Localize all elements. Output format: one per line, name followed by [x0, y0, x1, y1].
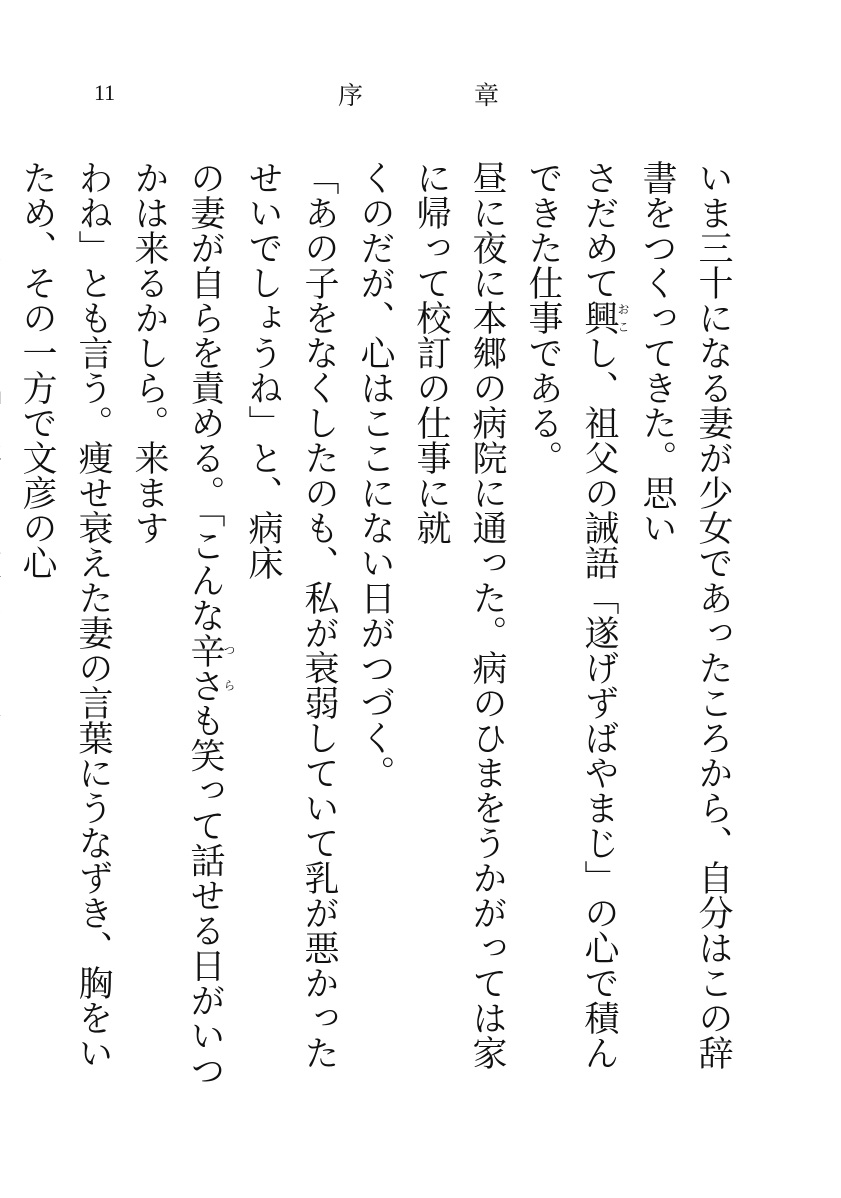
text-column: 昼に夜に本郷の病院に通った。病のひまをうかがっては家に帰って校訂の仕事に就 — [411, 160, 507, 1070]
text-column: 「あの子をなくしたのも、私が衰弱していて乳が悪かったせいでしょうね」と、病床 — [243, 160, 339, 1070]
ruby-annotation: 興おこ — [579, 300, 630, 335]
text-column: くのだが、心はここにない日がつづく。 — [355, 160, 395, 790]
furigana-reading: おこ — [616, 300, 630, 335]
running-head-part-2: 章 — [474, 81, 500, 110]
text-column: いま三十になる妻が少女であったころから、自分はこの辞書をつくってきた。思い — [637, 160, 733, 1070]
page-number: 11 — [94, 80, 116, 105]
text-column: さだめて興おこし、祖父の誡語「遂げずばやまじ」の心で積んできた仕事である。 — [523, 160, 630, 1070]
ruby-annotation: 辛さつら — [185, 632, 236, 703]
running-head-part-1: 序 — [338, 81, 364, 110]
text-column: の妻が自らを責める。「こんな辛さつらも笑って話せる日がいつかは来るかしら。来ます — [129, 160, 236, 1088]
body-text — [17, 160, 741, 1100]
text-column: わね」とも言う。痩せ衰えた妻の言葉にうなずき、胸をいため、その一方で文彦の心 — [17, 160, 113, 1070]
furigana-reading: つら — [222, 632, 236, 703]
text-column — [0, 160, 9, 1100]
